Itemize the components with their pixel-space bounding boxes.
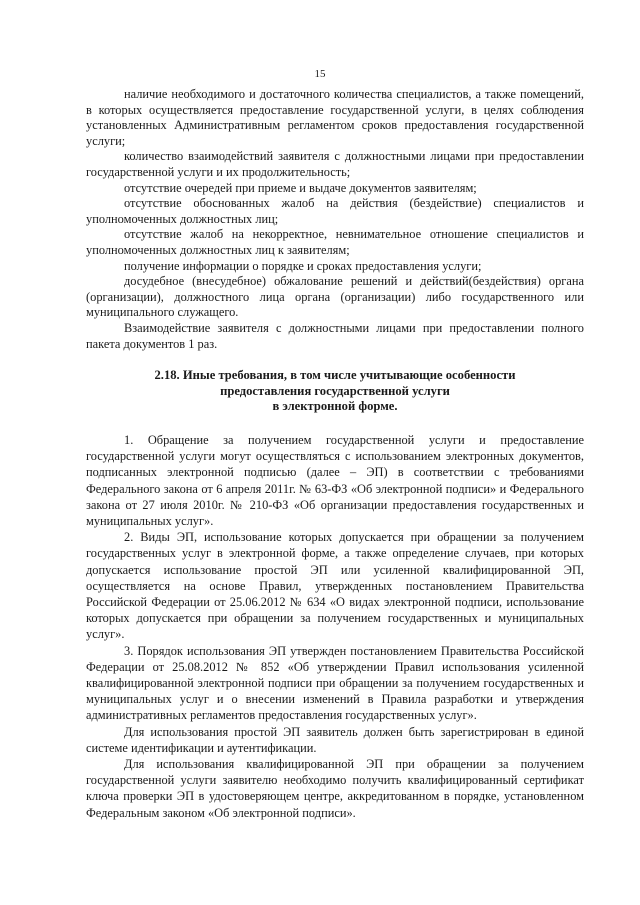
heading-line: предоставления государственной услуги xyxy=(220,383,450,398)
paragraph: Для использования простой ЭП заявитель должен быть зарегистрирован в единой системе идентификации и аутентификации. xyxy=(86,724,584,755)
paragraph: количество взаимодействий заявителя с должностными лицами при предоставлении государственной услуги и их продолжительность; xyxy=(86,149,584,179)
paragraph: отсутствие обоснованных жалоб на действия (бездействие) специалистов и уполномоченных должностных лиц; xyxy=(86,196,584,226)
page-number: 15 xyxy=(314,68,326,80)
paragraph: 1. Обращение за получением государственной услуги и предоставление государственной услуги могут осуществляться с использованием электронных документов, подписанных электронной подписью (далее – ЭП) в соответствии с требованиями Федерального закона от 6 апреля 2011г. № 63-ФЗ «Об электронной подписи» и Федерального закона от 27 июля 2010г. № 210-ФЗ «Об организации предоставления государственных и муниципальных услуг». xyxy=(86,433,584,529)
electronic-form-block xyxy=(86,432,584,821)
paragraph: наличие необходимого и достаточного количества специалистов, а также помещений, в которых осуществляется предоставление государственной услуги, в целях соблюдения установленных Административным регламентом сроков предоставления государственной услуги; xyxy=(86,87,584,148)
paragraph: 3. Порядок использования ЭП утвержден постановлением Правительства Российской Федерации от 25.08.2012 № 852 «Об утверждении Правил использования усиленной квалифицированной электронной подписи при обращении за получением государственных и муниципальных услуг и о внесении изменений в Правила разработки и утверждения административных регламентов предоставления государственных услуг». xyxy=(86,643,584,723)
paragraph: Для использования квалифицированной ЭП при обращении за получением государственной услуги заявителю необходимо получить квалифицированный сертификат ключа проверки ЭП в удостоверяющем центре, аккредитованном в порядке, установленном Федеральным законом «Об электронной подписи». xyxy=(86,757,584,820)
paragraph: отсутствие жалоб на некорректное, невнимательное отношение специалистов и уполномоченных должностных лиц к заявителям; xyxy=(86,227,584,257)
paragraph: 2. Виды ЭП, использование которых допускается при обращении за получением государственных услуг в электронной форме, а также определение случаев, при которых допускается использование простой ЭП или усиленной квалифицированной ЭП, осуществляется на основе Правил, утвержденных постановлением Правительства Российской Федерации от 25.06.2012 № 634 «О видах электронной подписи, использование которых допускается при обращении за получением государственных и муниципальных услуг». xyxy=(86,530,584,642)
heading-line: 2.18. Иные требования, в том числе учитывающие особенности xyxy=(154,368,516,382)
paragraph: отсутствие очередей при приеме и выдаче документов заявителям; xyxy=(124,180,477,195)
paragraph: Взаимодействие заявителя с должностными лицами при предоставлении полного пакета документов 1 раз. xyxy=(86,320,584,351)
section-heading xyxy=(86,368,584,415)
paragraph: получение информации о порядке и сроках предоставления услуги; xyxy=(124,258,482,273)
quality-indicators-block xyxy=(86,87,584,352)
paragraph: досудебное (внесудебное) обжалование решений и действий(бездействия) органа (организации), должностного лица органа (организации) либо государственного или муниципального служащего. xyxy=(86,274,584,320)
heading-line: в электронной форме. xyxy=(272,399,398,414)
